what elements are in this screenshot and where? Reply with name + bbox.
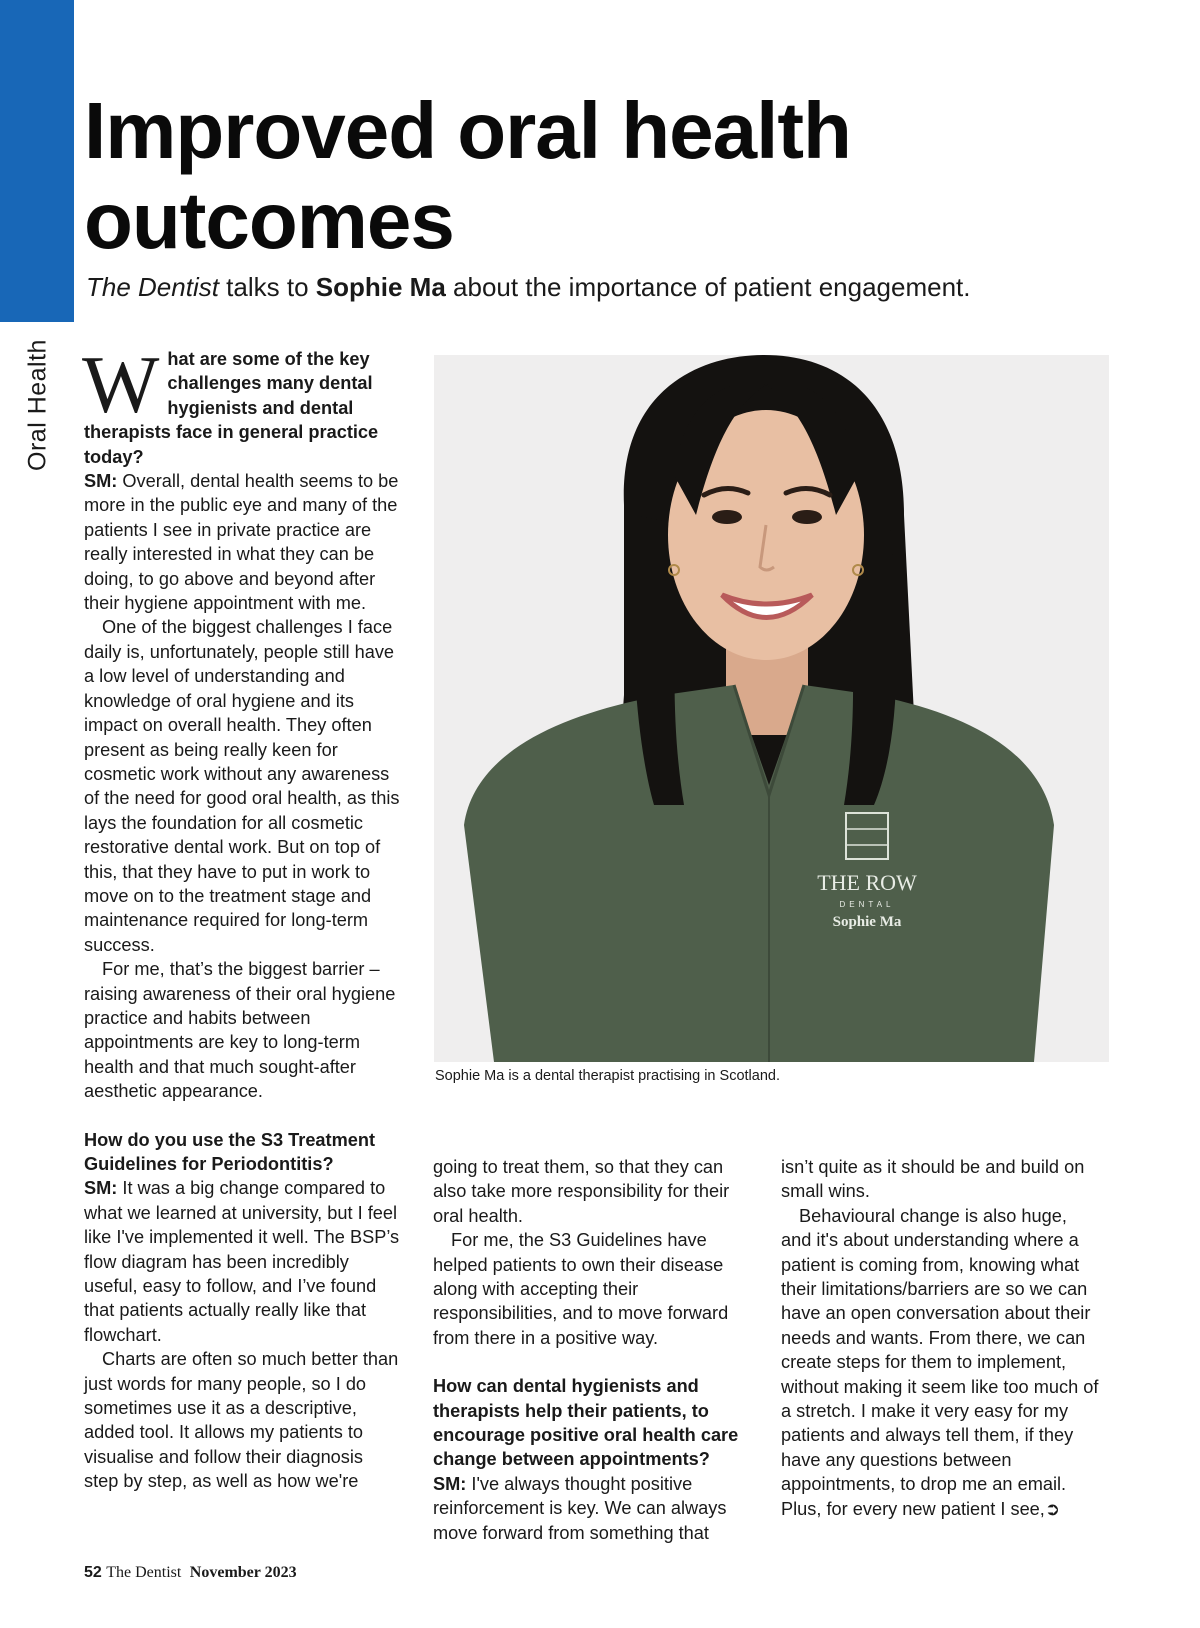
standfirst [86, 272, 1176, 303]
speaker-label: SM: [84, 1178, 118, 1199]
text-column-1 [82, 339, 402, 1494]
logo-name-text: Sophie Ma [832, 914, 902, 930]
question-3: How can dental hygienists and therapists help their patients, to encourage positive oral health care change between appointments? [433, 1376, 739, 1470]
text-column-3 [781, 1155, 1101, 1521]
answer-3-text: I've always thought positive reinforcement is key. We can always move forward from something that [433, 1473, 727, 1543]
speaker-label: SM: [433, 1473, 467, 1494]
magazine-name: The Dentist [106, 1564, 182, 1581]
paragraph: For me, that’s the biggest barrier – raising awareness of their oral hygiene practice and habits between appointments are key to long-term health and that much sought-after aesthetic appearance. [84, 959, 396, 1102]
section-label: Oral Health [23, 339, 52, 471]
eye-right [792, 510, 822, 524]
paragraph-text: Behavioural change is also huge, and it's about understanding where a patient is coming from, knowing what their limitations/barriers are so we can have an open conversation about their needs and wants. From there, we can create steps for them to implement, without making it seem like too much of a stretch. I make it very easy for my patients and always tell them, if they have any questions between appointments, to drop me an email. Plus, for every new patient I see, [781, 1205, 1099, 1519]
eye-left [712, 510, 742, 524]
logo-main-text: THE ROW [817, 870, 917, 895]
standfirst-mid: talks to [218, 272, 316, 302]
page-footer [84, 1564, 297, 1582]
question-1 [82, 339, 402, 469]
paragraph: Charts are often so much better than just words for many people, so I do sometimes use it as a descriptive, added tool. It allows my patients to visualise and follow their diagnosis step by step, as well as how we're [84, 1349, 399, 1492]
logo-sub-text: DENTAL [839, 900, 895, 909]
paragraph [781, 1204, 1101, 1521]
answer-3 [433, 1472, 753, 1545]
paragraph: isn’t quite as it should be and build on small wins. [781, 1157, 1085, 1202]
photo-caption: Sophie Ma is a dental therapist practising in Scotland. [435, 1068, 780, 1084]
continue-arrow-icon: ➲ [1044, 1498, 1061, 1519]
portrait-photo [434, 355, 1109, 1062]
article-title: Improved oral health outcomes [84, 86, 851, 265]
issue-date: November 2023 [189, 1564, 297, 1581]
answer-1-text: Overall, dental health seems to be more in the public eye and many of the patients I see in private practice are really interested in what they can be doing, to go above and beyond after their hygiene appointment with me. [84, 471, 399, 614]
section-color-bar [0, 0, 74, 322]
text-column-2 [433, 1155, 753, 1545]
answer-1 [84, 469, 402, 615]
paragraph: going to treat them, so that they can also take more responsibility for their oral health. [433, 1157, 730, 1226]
page-number: 52 [84, 1564, 102, 1581]
answer-2-text: It was a big change compared to what we learned at university, but I feel like I've implemented it well. The BSP’s flow diagram has been incredibly useful, easy to follow, and I’ve found that patients actually really like that flowchart. [84, 1178, 400, 1345]
publication-name: The Dentist [86, 272, 219, 302]
portrait-illustration [434, 355, 1109, 1062]
paragraph: One of the biggest challenges I face daily is, unfortunately, people still have a low level of understanding and knowledge of oral hygiene and its impact on overall health. They often present as being really keen for cosmetic work without any awareness of the need for good oral health, as this lays the foundation for all cosmetic restorative dental work. But on top of this, that they have to put in work to move on to the treatment stage and maintenance required for long-term success. [84, 617, 400, 955]
paragraph: For me, the S3 Guidelines have helped patients to own their disease along with accepting their responsibilities, and to move forward from there in a positive way. [433, 1230, 729, 1348]
answer-2 [84, 1176, 402, 1347]
drop-cap: W [82, 339, 160, 430]
question-1-text: hat are some of the key challenges many dental hygienists and dental therapists face in general practice today? [84, 349, 379, 467]
interviewee-name: Sophie Ma [315, 272, 446, 302]
question-2: How do you use the S3 Treatment Guidelines for Periodontitis? [84, 1129, 376, 1174]
standfirst-rest: about the importance of patient engagement. [445, 272, 971, 302]
speaker-label: SM: [84, 471, 118, 492]
